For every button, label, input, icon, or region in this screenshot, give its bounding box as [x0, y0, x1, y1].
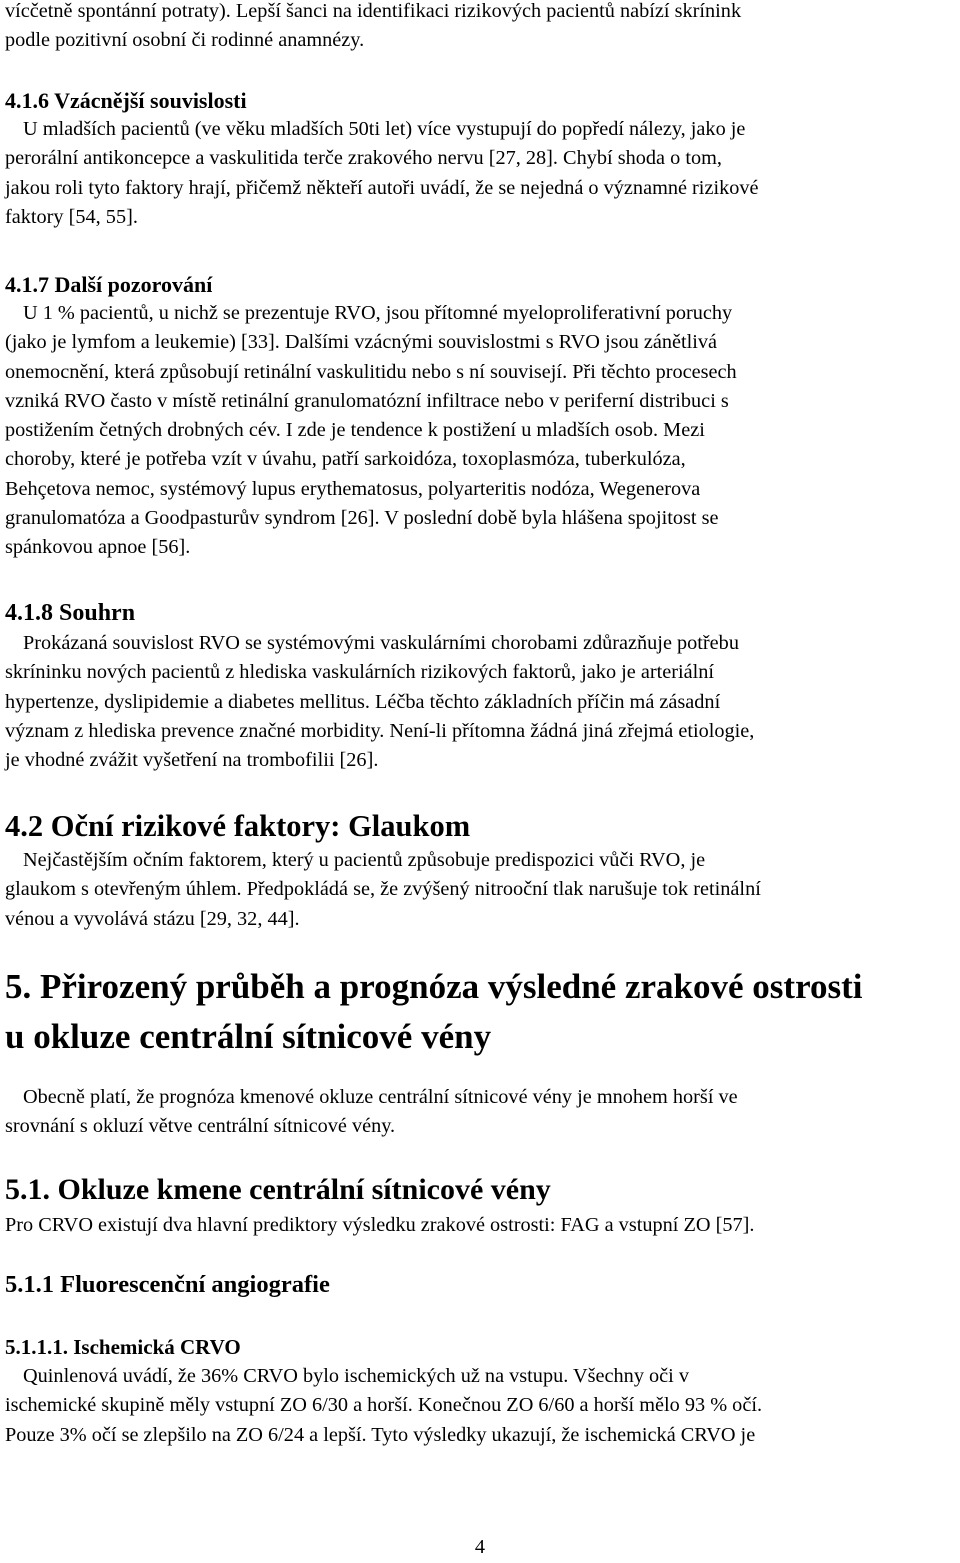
- section-heading: 5.1.1.1. Ischemická CRVO: [5, 1335, 241, 1359]
- text-line: srovnání s okluzí větve centrální sítnicové vény.: [5, 1115, 396, 1138]
- text-line: Quinlenová uvádí, že 36% CRVO bylo ischemických už na vstupu. Všechny oči v: [23, 1365, 690, 1387]
- text-line: spánkovou apnoe [56].: [5, 536, 191, 559]
- section-4-2-heading: 4.2 Oční rizikové faktory: Glaukom: [5, 809, 471, 843]
- section-4-1-6: [5, 86, 959, 232]
- text-line: vzniká RVO často v místě retinální granulomatózní infiltrace nebo v periferní distribuci s: [5, 389, 729, 412]
- text-line: choroby, které je potřeba vzít v úvahu, patří sarkoidóza, toxoplasmóza, tuberkulóza,: [5, 448, 686, 471]
- chapter-5-body: [5, 1083, 959, 1142]
- section-4-1-7: [5, 270, 959, 563]
- intro-paragraph: [5, 0, 959, 56]
- chapter-5-heading: [5, 962, 959, 1062]
- text-line: Pouze 3% očí se zlepšilo na ZO 6/24 a lepší. Tyto výsledky ukazují, že ischemická CRVO je: [5, 1423, 756, 1446]
- text-line: faktory [54, 55].: [5, 205, 138, 228]
- text-line: Pro CRVO existují dva hlavní prediktory výsledku zrakové ostrosti: FAG a vstupní ZO [57].: [5, 1214, 755, 1236]
- text-line: ischemické skupině měly vstupní ZO 6/30 a horší. Konečnou ZO 6/60 a horší mělo 93 % očí.: [5, 1394, 763, 1417]
- section-5-1-1-heading: 5.1.1 Fluorescenční angiografie: [5, 1271, 330, 1298]
- text-line: jakou roli tyto faktory hrají, přičemž někteří autoři uvádí, že se nejedná o významné rizikové: [5, 176, 759, 199]
- chapter-heading-line: u okluze centrální sítnicové vény: [5, 1017, 492, 1056]
- section-5-1-body: [5, 1211, 959, 1240]
- section-4-2-body: [5, 846, 959, 934]
- text-line: granulomatóza a Goodpasturův syndrom [26]. V poslední době byla hlášena spojitost se: [5, 507, 719, 530]
- text-line: význam z hlediska prevence značné morbidity. Není-li přítomna žádná jiná zřejmá etiologie,: [5, 719, 755, 742]
- text-line: hypertenze, dyslipidemie a diabetes mellitus. Léčba těchto základních příčin má zásadní: [5, 690, 721, 713]
- section-5-1-1-1: [5, 1333, 959, 1450]
- section-4-1-8: [5, 597, 959, 775]
- text-line: podle pozitivní osobní či rodinné anamnézy.: [5, 29, 365, 52]
- text-line: Behçetova nemoc, systémový lupus erythematosus, polyarteritis nodóza, Wegenerova: [5, 477, 701, 500]
- section-heading: 4.1.7 Další pozorování: [5, 272, 213, 297]
- section-heading: 4.1.8 Souhrn: [5, 600, 136, 626]
- text-line: U mladších pacientů (ve věku mladších 50ti let) více vystupují do popředí nálezy, jako je: [23, 118, 746, 140]
- page-number: 4: [474, 1536, 486, 1558]
- section-5-1-heading: 5.1. Okluze kmene centrální sítnicové vény: [5, 1173, 551, 1206]
- text-line: U 1 % pacientů, u nichž se prezentuje RVO, jsou přítomné myeloproliferativní poruchy: [23, 302, 733, 324]
- text-line: onemocnění, která způsobují retinální vaskulitidu nebo s ní souvisejí. Při těchto procesech: [5, 360, 737, 383]
- text-line: vénou a vyvolává stázu [29, 32, 44].: [5, 907, 300, 930]
- text-line: postižením četných drobných cév. I zde je tendence k postižení u mladších osob. Mezi: [5, 419, 705, 442]
- text-line: (jako je lymfom a leukemie) [33]. Dalšími vzácnými souvislostmi s RVO jsou zánětlivá: [5, 331, 718, 354]
- text-line: Nejčastějším očním faktorem, který u pacientů způsobuje predispozici vůči RVO, je: [23, 849, 706, 871]
- chapter-heading-line: 5. Přirozený průběh a prognóza výsledné zrakové ostrosti: [5, 967, 863, 1006]
- text-line: je vhodné zvážit vyšetření na trombofilii [26].: [5, 749, 379, 772]
- section-heading: 4.1.6 Vzácnější souvislosti: [5, 88, 247, 113]
- text-line: vícčetně spontánní potraty). Lepší šanci na identifikaci rizikových pacientů nabízí skrínink: [5, 0, 742, 22]
- text-line: Obecně platí, že prognóza kmenové okluze centrální sítnicové vény je mnohem horší ve: [23, 1086, 738, 1108]
- text-line: perorální antikoncepce a vaskulitida terče zrakového nervu [27, 28]. Chybí shoda o tom,: [5, 147, 722, 170]
- text-line: glaukom s otevřeným úhlem. Předpokládá se, že zvýšený nitrooční tlak narušuje tok retinální: [5, 878, 761, 901]
- text-line: skríninku nových pacientů z hlediska vaskulárních rizikových faktorů, jako je arteriální: [5, 661, 715, 684]
- text-line: Prokázaná souvislost RVO se systémovými vaskulárními chorobami zdůrazňuje potřebu: [23, 632, 739, 654]
